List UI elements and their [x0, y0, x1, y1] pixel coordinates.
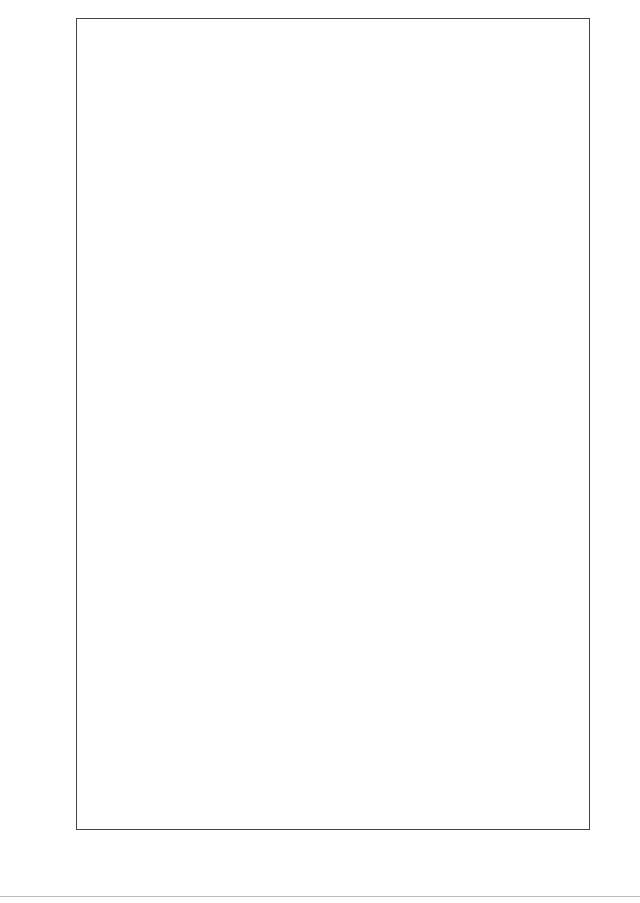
budget-table: [76, 18, 590, 830]
scan-edge: [0, 896, 640, 897]
